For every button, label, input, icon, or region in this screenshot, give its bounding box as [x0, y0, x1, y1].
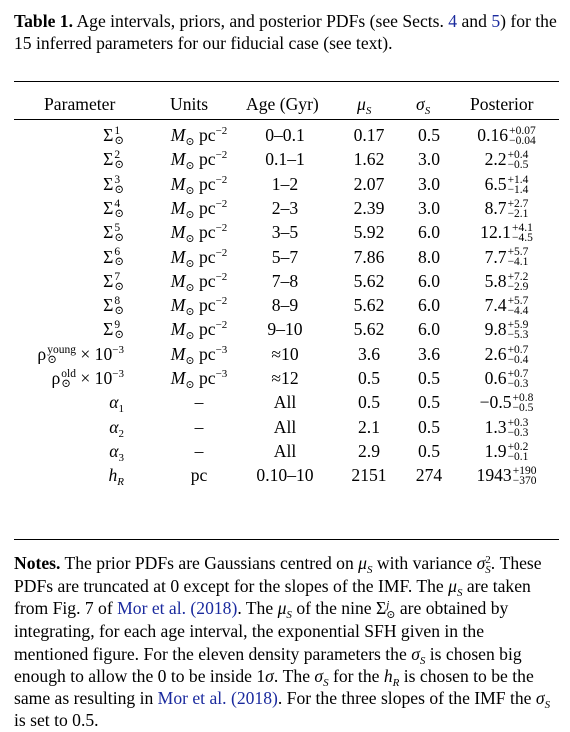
cell-sigma: 0.5	[418, 392, 440, 413]
cell-sigma: 0.5	[418, 416, 440, 437]
cell-posterior: 7.7 +5.7 −4.1	[484, 246, 529, 269]
cell-posterior: 2.6 +0.7 −0.4	[484, 343, 529, 366]
cell-age: 0.10–10	[256, 465, 314, 486]
cell-parameter: $\alpha_2$	[109, 416, 124, 440]
cell-posterior: 6.5 +1.4 −1.4	[484, 173, 529, 196]
cell-parameter: Σ 7 ⊙	[103, 270, 124, 293]
table-row	[14, 344, 559, 366]
table-row	[14, 465, 559, 487]
cell-parameter: Σ 1 ⊙	[103, 124, 124, 147]
cell-sigma: 3.0	[418, 197, 440, 218]
table-row	[14, 417, 559, 439]
cell-posterior: −0.5 +0.8 −0.5	[479, 392, 534, 415]
cell-mu: 2.9	[358, 440, 380, 461]
table-row	[14, 368, 559, 390]
table-row	[14, 222, 559, 244]
cell-parameter: $\alpha_3$	[109, 440, 124, 464]
cell-age: 1–2	[271, 173, 299, 194]
cell-parameter: Σ 3 ⊙	[103, 173, 124, 196]
cell-posterior: 1943 +190 −370	[476, 465, 537, 488]
cell-units: $M_⊙$ $pc^{-2}$	[170, 295, 228, 319]
table-row	[14, 125, 559, 147]
cell-sigma: 3.0	[418, 149, 440, 170]
cell-age: All	[273, 416, 297, 437]
cell-age: 3–5	[271, 222, 299, 243]
cell-units: $M_⊙$ $pc^{-3}$	[170, 368, 228, 391]
cell-units: –	[194, 440, 204, 461]
cell-age: 9–10	[267, 319, 303, 340]
ref-sect-4[interactable]: 4	[448, 11, 458, 31]
cell-sigma: 0.5	[418, 125, 440, 145]
cell-posterior: 1.3 +0.3 −0.3	[484, 416, 529, 439]
cell-units: pc	[190, 465, 208, 486]
cell-sigma: 8.0	[418, 246, 440, 267]
cell-mu: 5.62	[353, 295, 385, 316]
cell-parameter: $\alpha_1$	[109, 392, 124, 416]
cell-units: $M_⊙$ $pc^{-2}$	[170, 149, 228, 173]
ref-mor-2018-a[interactable]: Mor et al. (2018)	[117, 598, 238, 619]
table-row	[14, 247, 559, 269]
cell-age: ≈10	[271, 343, 299, 364]
cell-units: $M_⊙$ $pc^{-2}$	[170, 197, 228, 221]
cell-sigma: 3.0	[418, 173, 440, 194]
cell-mu: 7.86	[353, 246, 385, 267]
cell-age: 0.1–1	[265, 149, 305, 170]
table-bottom-rule	[14, 539, 559, 540]
ref-sect-5[interactable]: 5	[491, 11, 501, 31]
cell-age: 2–3	[271, 197, 299, 218]
ref-mor-2018-b[interactable]: Mor et al. (2018)	[157, 688, 278, 709]
cell-parameter: Σ 6 ⊙	[103, 246, 124, 269]
cell-units: $M_⊙$ $pc^{-2}$	[170, 222, 228, 246]
caption-label: Table 1.	[14, 11, 73, 31]
cell-sigma: 6.0	[418, 295, 440, 316]
cell-age: 5–7	[271, 246, 299, 267]
cell-mu: 0.5	[358, 392, 380, 413]
cell-parameter: ρ young ⊙ × $10^{-3}$	[37, 343, 124, 366]
cell-units: –	[194, 416, 204, 437]
cell-units: $M_⊙$ $pc^{-2}$	[170, 173, 228, 197]
table-row	[14, 271, 559, 293]
table-row	[14, 295, 559, 317]
cell-posterior: 0.16 +0.07 −0.04	[477, 124, 536, 147]
cell-posterior: 12.1 +4.1 −4.5	[480, 222, 533, 245]
cell-posterior: 2.2 +0.4 −0.5	[484, 149, 529, 172]
table-row	[14, 149, 559, 171]
header-mu: $\mu_S$	[357, 94, 372, 117]
cell-sigma: 6.0	[418, 270, 440, 291]
cell-age: ≈12	[271, 368, 299, 388]
cell-mu: 1.62	[353, 149, 385, 170]
cell-parameter: Σ 9 ⊙	[103, 319, 124, 342]
header-sigma: $\sigma_S$	[416, 94, 431, 117]
cell-units: –	[194, 392, 204, 413]
table-row	[14, 441, 559, 463]
cell-sigma: 6.0	[418, 319, 440, 340]
cell-posterior: 5.8 +7.2 −2.9	[484, 270, 529, 293]
cell-mu: 3.6	[358, 343, 380, 364]
cell-age: 7–8	[271, 270, 299, 291]
cell-sigma: 6.0	[418, 222, 440, 243]
cell-mu: 2.07	[353, 173, 385, 194]
cell-units: $M_⊙$ $pc^{-2}$	[170, 270, 228, 294]
header-posterior: Posterior	[470, 94, 534, 114]
cell-posterior: 9.8 +5.9 −5.3	[484, 319, 529, 342]
cell-mu: 5.62	[353, 319, 385, 340]
cell-units: $M_⊙$ $pc^{-2}$	[170, 246, 228, 270]
table-row	[14, 198, 559, 220]
cell-mu: 0.17	[353, 125, 385, 145]
cell-units: $M_⊙$ $pc^{-2}$	[170, 125, 228, 148]
notes-label: Notes.	[14, 553, 61, 573]
table-top-rule	[14, 81, 559, 82]
cell-parameter: Σ 2 ⊙	[103, 149, 124, 172]
cell-sigma: 3.6	[418, 343, 440, 364]
cell-posterior: 0.6 +0.7 −0.3	[484, 367, 529, 390]
header-parameter: Parameter	[44, 94, 116, 114]
cell-mu: 2151	[351, 465, 387, 486]
cell-mu: 2.39	[353, 197, 385, 218]
cell-units: $M_⊙$ $pc^{-3}$	[170, 343, 228, 367]
cell-posterior: 1.9 +0.2 −0.1	[484, 440, 529, 463]
cell-units: $M_⊙$ $pc^{-2}$	[170, 319, 228, 343]
table-row	[14, 319, 559, 341]
table-caption: Table 1. Age intervals, priors, and posterior PDFs (see Sects. 4 and 5) for the 15 inferred parameters for our fiducial case (see text).	[14, 11, 557, 53]
cell-mu: 2.1	[358, 416, 380, 437]
cell-mu: 0.5	[358, 368, 380, 388]
table-row	[14, 174, 559, 196]
cell-age: All	[273, 440, 297, 461]
cell-sigma: 0.5	[418, 368, 440, 388]
cell-parameter: ρ old ⊙ × $10^{-3}$	[51, 367, 124, 390]
cell-parameter: Σ 4 ⊙	[103, 197, 124, 220]
cell-mu: 5.62	[353, 270, 385, 291]
cell-age: All	[273, 392, 297, 413]
cell-posterior: 7.4 +5.7 −4.4	[484, 295, 529, 318]
table-notes: Notes. The prior PDFs are Gaussians centred on $\mu_S$ with variance σ 2 S . These PDFs are truncated at 0 except for the slopes of the IMF. The $\mu_S$ are taken from Fig. 7 of Mor et al. (2018). The $\mu_S$ of the nine Σ j ⊙ are obtained by integrating, for each age interval, the exponential SFH given in the mentioned figure. For the eleven density parameters the $\sigma_S$ is chosen big enough to allow the 0 to be inside 1σ. The $\sigma_S$ for the $h_R$ is chosen to be the same as resulting in Mor et al. (2018). For the three slopes of the IMF the $\sigma_S$ is set to 0.5.	[14, 553, 551, 731]
cell-age: 8–9	[271, 295, 299, 316]
cell-posterior: 8.7 +2.7 −2.1	[484, 197, 529, 220]
table-header-rule	[14, 119, 559, 120]
cell-age: 0–0.1	[265, 125, 305, 145]
header-units: Units	[170, 94, 209, 114]
table-row	[14, 392, 559, 414]
cell-parameter: Σ 5 ⊙	[103, 222, 124, 245]
cell-parameter: Σ 8 ⊙	[103, 295, 124, 318]
cell-sigma: 274	[415, 465, 443, 486]
cell-parameter: $h_R$	[108, 465, 124, 489]
header-age: Age (Gyr)	[246, 94, 319, 114]
cell-mu: 5.92	[353, 222, 385, 243]
cell-sigma: 0.5	[418, 440, 440, 461]
